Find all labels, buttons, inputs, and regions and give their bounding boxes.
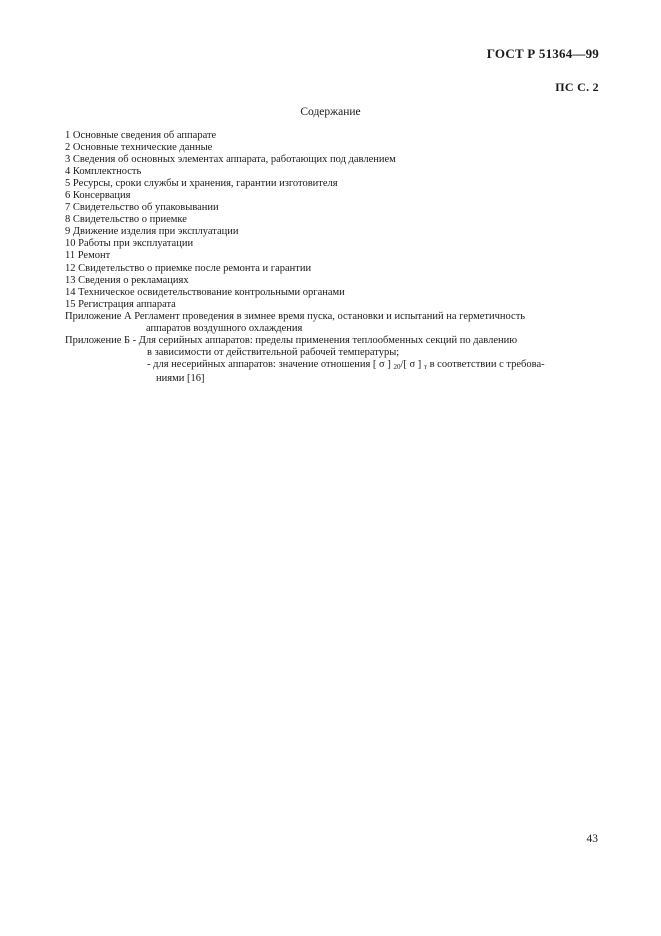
- toc-item: 15 Регистрация аппарата: [65, 298, 176, 310]
- toc-item: 10 Работы при эксплуатации: [65, 238, 194, 250]
- page-title: Содержание: [300, 106, 361, 118]
- toc-item: 1 Основные сведения об аппарате: [65, 130, 217, 141]
- sigma-subscript-20: 20: [393, 362, 401, 371]
- toc-item: 5 Ресурсы, сроки службы и хранения, гарантии изготовителя: [65, 178, 338, 190]
- toc-item: 9 Движение изделия при эксплуатации: [65, 226, 239, 238]
- toc-item: 6 Консервация: [65, 190, 131, 202]
- appendix-b-line4: ниями [16]: [156, 372, 205, 384]
- appendix-b-line2: в зависимости от действительной рабочей температуры;: [147, 346, 400, 358]
- sigma-subscript-t: т: [423, 362, 427, 371]
- toc-item: 7 Свидетельство об упаковывании: [65, 202, 219, 214]
- toc-item: 14 Техническое освидетельствование контрольными органами: [65, 286, 345, 298]
- appendix-a-line2: аппаратов воздушного охлаждения: [146, 322, 303, 334]
- appendix-b-line3-suffix: в соответствии с требова-: [426, 358, 545, 370]
- toc-item: 2 Основные технические данные: [65, 142, 213, 154]
- page-code: ПС С. 2: [555, 80, 599, 94]
- appendix-b-line3-mid: /[ σ ]: [400, 358, 422, 370]
- appendix-b-line3: [65, 359, 545, 373]
- page-number: 43: [586, 833, 598, 845]
- toc-item: 13 Сведения о рекламациях: [65, 274, 189, 286]
- standard-designation: ГОСТ Р 51364—99: [486, 46, 599, 61]
- toc-item: 4 Комплектность: [65, 166, 142, 178]
- toc-item: 3 Сведения об основных элементах аппарата, работающих под давлением: [65, 154, 396, 166]
- appendix-b-line1: Приложение Б - Для серийных аппаратов: пределы применения теплообменных секций по давлению: [65, 334, 518, 346]
- appendix-a-line1: Приложение А Регламент проведения в зимнее время пуска, остановки и испытаний на герметичность: [65, 310, 526, 322]
- toc-item: 12 Свидетельство о приемке после ремонта и гарантии: [65, 262, 312, 274]
- appendix-b-line3-prefix: - для несерийных аппаратов: значение отношения [ σ ]: [147, 358, 391, 370]
- toc-item: 11 Ремонт: [65, 250, 111, 262]
- toc-item: 8 Свидетельство о приемке: [65, 214, 187, 226]
- table-of-contents: [65, 130, 545, 385]
